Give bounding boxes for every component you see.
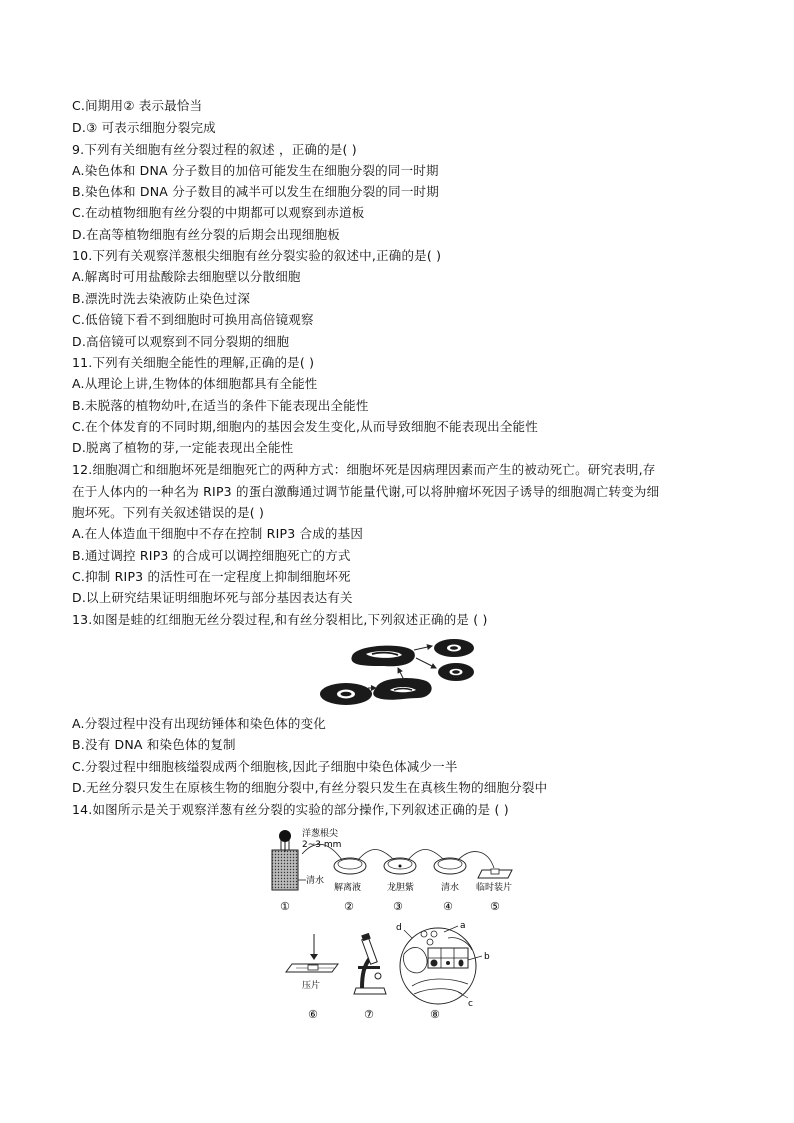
option-11a: A.从理论上讲,生物体的体细胞都具有全能性 bbox=[72, 376, 318, 391]
temporary-slide bbox=[478, 869, 512, 878]
step-number: ① bbox=[280, 900, 290, 913]
label-c: c bbox=[468, 999, 473, 1009]
amitosis-figure bbox=[318, 636, 478, 708]
question-12-cont: 胞坏死。下列有关叙述错误的是( ) bbox=[72, 505, 265, 520]
text-line: C.间期用② 表示最恰当 bbox=[72, 98, 203, 113]
microscope-field-of-view bbox=[400, 928, 476, 1004]
option-10c: C.低倍镜下看不到细胞时可换用高倍镜观察 bbox=[72, 312, 314, 327]
step-number: ④ bbox=[443, 900, 453, 913]
option-13d: D.无丝分裂只发生在原核生物的细胞分裂中,有丝分裂只发生在真核生物的细胞分裂中 bbox=[72, 780, 548, 795]
step-number: ③ bbox=[393, 900, 403, 913]
question-10: 10.下列有关观察洋葱根尖细胞有丝分裂实验的叙述中,正确的是( ) bbox=[72, 248, 442, 263]
question-12: 12.细胞凋亡和细胞坏死是细胞死亡的两种方式：细胞坏死是因病理因素而产生的被动死亡。研究表明,存 bbox=[72, 462, 656, 477]
text-line: D.③ 可表示细胞分裂完成 bbox=[72, 120, 216, 135]
option-12c: C.抑制 RIP3 的活性可在一定程度上抑制细胞坏死 bbox=[72, 569, 351, 584]
step-label: 临时装片 bbox=[476, 883, 513, 893]
option-11b: B.未脱落的植物幼叶,在适当的条件下能表现出全能性 bbox=[72, 398, 369, 413]
cell-stage-2 bbox=[373, 678, 431, 700]
arrow bbox=[416, 658, 436, 668]
option-12a: A.在人体造血干细胞中不存在控制 RIP3 合成的基因 bbox=[72, 526, 364, 541]
option-9d: D.在高等植物细胞有丝分裂的后期会出现细胞板 bbox=[72, 227, 340, 242]
step-label: 龙胆紫 bbox=[387, 883, 415, 893]
option-10d: D.高倍镜可以观察到不同分裂期的细胞 bbox=[72, 334, 290, 349]
question-14: 14.如图所示是关于观察洋葱有丝分裂的实验的部分操作,下列叙述正确的是 ( ) bbox=[72, 802, 509, 817]
cell-stage-1 bbox=[320, 683, 372, 705]
water-bottle bbox=[272, 830, 298, 890]
option-11d: D.脱离了植物的芽,一定能表现出全能性 bbox=[72, 440, 294, 455]
step-number: ⑦ bbox=[364, 1008, 374, 1021]
arrow bbox=[414, 646, 432, 650]
water-label: 清水 bbox=[306, 876, 325, 886]
press-label: 压片 bbox=[302, 981, 321, 991]
microscope-icon bbox=[354, 933, 386, 994]
dissociation-dish bbox=[334, 858, 366, 874]
onion-root-tip-label: 洋葱根尖 bbox=[302, 829, 339, 839]
step-number: ⑧ bbox=[430, 1008, 440, 1021]
option-9c: C.在动植物细胞有丝分裂的中期都可以观察到赤道板 bbox=[72, 205, 365, 220]
question-9: 9.下列有关细胞有丝分裂过程的叙述 ，正确的是( ) bbox=[72, 142, 357, 157]
arrow bbox=[358, 850, 394, 861]
press-slide bbox=[286, 934, 338, 972]
label-a: a bbox=[460, 921, 466, 931]
option-13c: C.分裂过程中细胞核缢裂成两个细胞核,因此子细胞中染色体减少一半 bbox=[72, 759, 458, 774]
option-10a: A.解离时可用盐酸除去细胞壁以分散细胞 bbox=[72, 269, 301, 284]
cell-stage-4b bbox=[438, 663, 474, 681]
option-12b: B.通过调控 RIP3 的合成可以调控细胞死亡的方式 bbox=[72, 548, 351, 563]
question-13: 13.如图是蛙的红细胞无丝分裂过程,和有丝分裂相比,下列叙述正确的是 ( ) bbox=[72, 612, 488, 627]
option-12d: D.以上研究结果证明细胞坏死与部分基因表达有关 bbox=[72, 590, 353, 605]
option-13a: A.分裂过程中没有出现纺锤体和染色体的变化 bbox=[72, 716, 327, 731]
stain-dish bbox=[384, 858, 416, 874]
size-label: 2~3 mm bbox=[302, 840, 342, 850]
label-d: d bbox=[396, 923, 402, 933]
rinse-dish bbox=[434, 858, 466, 874]
question-11: 11.下列有关细胞全能性的理解,正确的是( ) bbox=[72, 355, 315, 370]
option-9b: B.染色体和 DNA 分子数目的减半可以发生在细胞分裂的同一时期 bbox=[72, 184, 439, 199]
step-number: ⑥ bbox=[308, 1008, 318, 1021]
step-label: 解离液 bbox=[334, 883, 362, 893]
cell-stage-3 bbox=[351, 646, 414, 667]
option-11c: C.在个体发育的不同时期,细胞内的基因会发生变化,从而导致细胞不能表现出全能性 bbox=[72, 419, 538, 434]
cell-stage-4a bbox=[434, 639, 474, 657]
option-9a: A.染色体和 DNA 分子数目的加倍可能发生在细胞分裂的同一时期 bbox=[72, 163, 439, 178]
step-label: 清水 bbox=[441, 883, 460, 893]
question-12-cont: 在于人体内的一种名为 RIP3 的蛋白激酶通过调节能量代谢,可以将肿瘤坏死因子诱导的细胞凋亡转变为细 bbox=[72, 484, 660, 499]
option-10b: B.漂洗时洗去染液防止染色过深 bbox=[72, 291, 251, 306]
label-b: b bbox=[484, 952, 490, 962]
step-number: ② bbox=[344, 900, 354, 913]
option-13b: B.没有 DNA 和染色体的复制 bbox=[72, 737, 236, 752]
step-number: ⑤ bbox=[490, 900, 500, 913]
arrow bbox=[408, 850, 444, 861]
onion-root-tip-procedure-figure bbox=[262, 826, 542, 1026]
